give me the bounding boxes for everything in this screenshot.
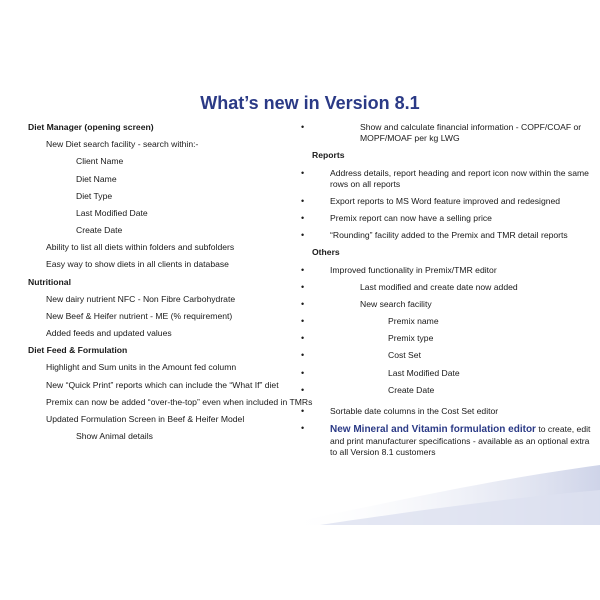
list-item: • Premix name xyxy=(312,316,597,327)
list-item: • New Diet search facility - search within:- xyxy=(28,139,313,150)
list-item: • Create Date xyxy=(312,385,597,396)
list-item: • Premix report can now have a selling price xyxy=(312,213,597,224)
list-item: • Premix type xyxy=(312,333,597,344)
diet-feed-heading: Diet Feed & Formulation xyxy=(28,345,128,356)
list-item: • Diet Type xyxy=(28,191,313,202)
list-item: • Diet Name xyxy=(28,174,313,185)
list-item: • Cost Set xyxy=(312,350,597,361)
reports-heading: Reports xyxy=(312,150,345,161)
list-item: • Highlight and Sum units in the Amount fed column xyxy=(28,362,313,373)
slide xyxy=(20,80,600,525)
list-item: • New “Quick Print” reports which can include the “What If” diet xyxy=(28,380,313,391)
list-item: • New Beef & Heifer nutrient - ME (% requirement) xyxy=(28,311,313,322)
left-column xyxy=(28,122,313,442)
list-item-mineral xyxy=(312,423,597,458)
list-item: • “Rounding” facility added to the Premix and TMR detail reports xyxy=(312,230,597,241)
mineral-title: New Mineral and Vitamin formulation editor xyxy=(330,424,536,436)
list-item: • Easy way to show diets in all clients in database xyxy=(28,259,313,270)
list-item: • Last modified and create date now added xyxy=(312,282,597,293)
list-item: • Client Name xyxy=(28,156,313,167)
right-column xyxy=(312,122,597,458)
list-item: • New dairy nutrient NFC - Non Fibre Carbohydrate xyxy=(28,294,313,305)
others-heading: Others xyxy=(312,247,340,258)
page-title: What’s new in Version 8.1 xyxy=(200,93,420,113)
list-item: • Updated Formulation Screen in Beef & Heifer Model xyxy=(28,414,313,425)
list-item: • Improved functionality in Premix/TMR editor xyxy=(312,265,597,276)
list-item: • Address details, report heading and report icon now within the same rows on all reports xyxy=(312,168,597,190)
diet-manager-heading: Diet Manager (opening screen) xyxy=(28,122,154,132)
list-item: • Premix can now be added “over-the-top” even when included in TMRs xyxy=(28,397,313,408)
list-item: • Added feeds and updated values xyxy=(28,328,313,339)
list-item: • Ability to list all diets within folders and subfolders xyxy=(28,242,313,253)
list-item: • Last Modified Date xyxy=(28,208,313,219)
list-item: • Show and calculate financial information - COPF/COAF or MOPF/MOAF per kg LWG xyxy=(312,122,597,144)
list-item: • Create Date xyxy=(28,225,313,236)
mineral-description: to create, edit and print manufacturer specifications - available as an optional extra to all Version 8.1 customers xyxy=(330,424,591,458)
list-item: • Sortable date columns in the Cost Set editor xyxy=(312,406,597,417)
list-item: • Show Animal details xyxy=(28,431,313,442)
list-item: • Last Modified Date xyxy=(312,368,597,379)
list-item: • Export reports to MS Word feature improved and redesigned xyxy=(312,196,597,207)
list-item: • New search facility xyxy=(312,299,597,310)
nutritional-heading: Nutritional xyxy=(28,276,71,287)
